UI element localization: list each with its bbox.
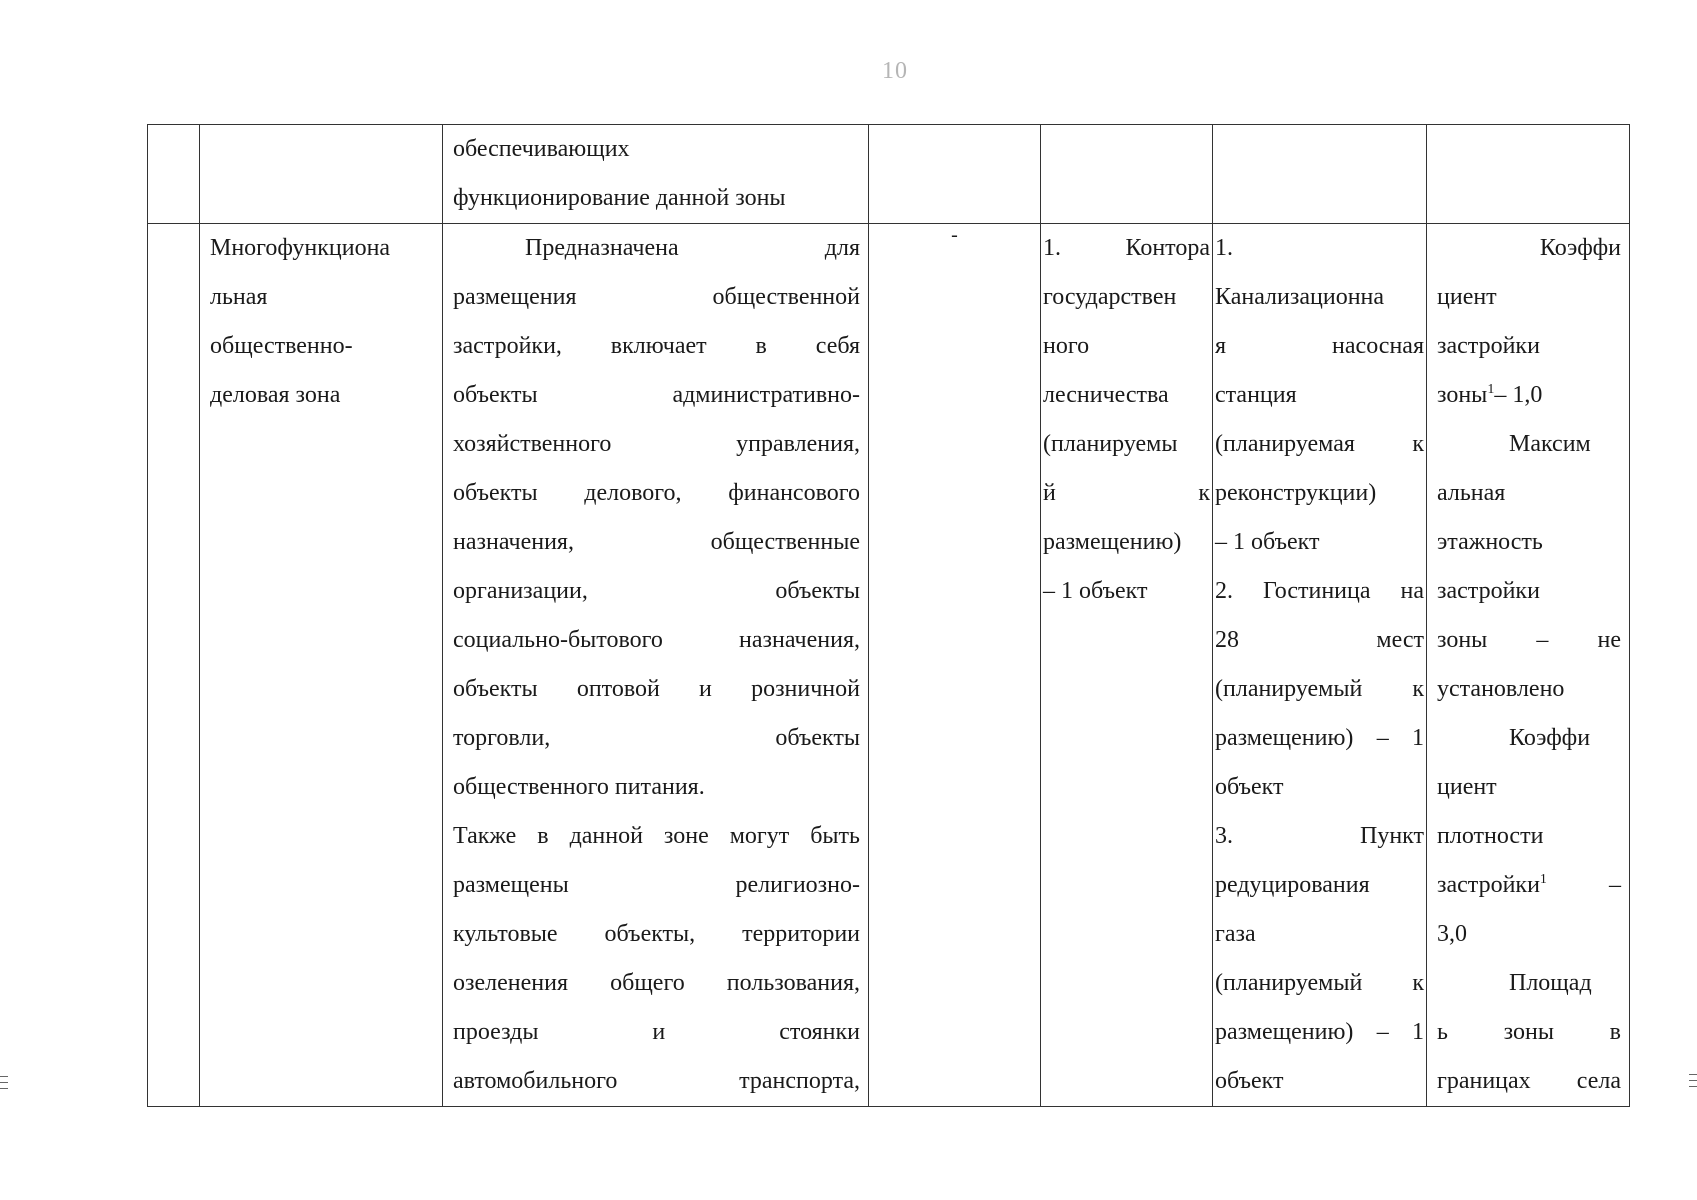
cell-col6 [1213, 224, 1427, 1107]
zone-name-line: деловая зона [210, 382, 341, 408]
col7-line: циент [1437, 774, 1497, 800]
col5-line: (планируемы [1043, 431, 1178, 457]
col7-line: ь зоны в [1437, 1019, 1621, 1045]
col7-line: плотности [1437, 823, 1544, 849]
col6-line: размещению) – 1 [1215, 1019, 1424, 1045]
col6-line: (планируемый к [1215, 676, 1424, 702]
cell-zone-name [200, 125, 443, 224]
col6-line: размещению) – 1 [1215, 725, 1424, 751]
col6-line: – 1 объект [1215, 529, 1320, 555]
footnote-mark: 1 [1539, 872, 1547, 887]
col6-line: 1. [1215, 235, 1233, 261]
col6-line: 3. Пункт [1215, 823, 1424, 849]
purpose-line: объекты делового, финансового [453, 480, 860, 506]
col6-line: объект [1215, 774, 1284, 800]
purpose-line: озеленения общего пользования, [453, 970, 860, 996]
cell-col5 [1041, 224, 1213, 1107]
purpose-line: объекты оптовой и розничной [453, 676, 860, 702]
col6-line: я насосная [1215, 333, 1424, 359]
col7-text-group [1437, 861, 1547, 910]
cell-number [148, 224, 200, 1107]
purpose-line: обеспечивающих [453, 136, 630, 162]
zone-name-line: льная [210, 284, 268, 310]
cell-col5 [1041, 125, 1213, 224]
col5-line: ного [1043, 333, 1090, 359]
purpose-line: социально-бытового назначения, [453, 627, 860, 653]
col6-line: редуцирования [1215, 872, 1370, 898]
col5-line: размещению) [1043, 529, 1182, 555]
zones-table [147, 124, 1630, 1107]
purpose-line: Также в данной зоне могут быть [453, 823, 860, 849]
cell-purpose [443, 224, 869, 1107]
purpose-line: хозяйственного управления, [453, 431, 860, 457]
col7-line: циент [1437, 284, 1497, 310]
col7-line: Площад [1509, 970, 1592, 996]
table-row-continuation [148, 125, 1630, 224]
purpose-line: автомобильного транспорта, [453, 1068, 860, 1094]
purpose-line: культовые объекты, территории [453, 921, 860, 947]
page-number: 10 [882, 58, 908, 84]
cell-col6 [1213, 125, 1427, 224]
col7-line: Коэффи [1539, 235, 1621, 261]
col5-line: государствен [1043, 284, 1177, 310]
scan-edge-mark [1689, 1074, 1697, 1075]
col7-line: альная [1437, 480, 1506, 506]
purpose-line: назначения, общественные [453, 529, 860, 555]
cell-zone-name [200, 224, 443, 1107]
footnote-mark: 1 [1487, 382, 1495, 397]
col7-text: – [1609, 872, 1621, 898]
col5-line: й к [1043, 480, 1210, 506]
col7-line: Максим [1509, 431, 1591, 457]
purpose-line: застройки, включает в себя [453, 333, 860, 359]
purpose-line: объекты административно- [453, 382, 860, 408]
cell-number [148, 125, 200, 224]
purpose-line: размещения общественной [453, 284, 860, 310]
col7-line [1437, 371, 1621, 420]
col7-line: 3,0 [1437, 921, 1467, 947]
col6-line: (планируемый к [1215, 970, 1424, 996]
col7-line: застройки [1437, 578, 1540, 604]
table-row-main [148, 224, 1630, 1107]
col6-line: (планируемая к [1215, 431, 1424, 457]
col7-line: Коэффи [1509, 725, 1591, 751]
col7-text: застройки [1437, 872, 1540, 898]
col6-line: 2. Гостиница на [1215, 578, 1424, 604]
purpose-line: Предназначена для [525, 235, 860, 261]
scan-edge-mark [0, 1076, 8, 1077]
purpose-line: функционирование данной зоны [453, 185, 786, 211]
col7-text: зоны [1437, 382, 1488, 408]
col6-line: 28 мест [1215, 627, 1424, 653]
purpose-line: торговли, объекты [453, 725, 860, 751]
col5-line: – 1 объект [1043, 578, 1148, 604]
col6-line: реконструкции) [1215, 480, 1377, 506]
col5-line: 1. Контора [1043, 235, 1210, 261]
col7-line: застройки [1437, 333, 1540, 359]
purpose-line: проезды и стоянки [453, 1019, 860, 1045]
col5-line: лесничества [1043, 382, 1169, 408]
col7-line: установлено [1437, 676, 1565, 702]
col6-line: Канализационна [1215, 284, 1385, 310]
col7-line: границах села [1437, 1068, 1621, 1094]
cell-col4 [869, 224, 1041, 1107]
purpose-line: размещены религиозно- [453, 872, 860, 898]
purpose-line: организации, объекты [453, 578, 860, 604]
cell-col7 [1427, 125, 1630, 224]
cell-col4 [869, 125, 1041, 224]
cell-purpose [443, 125, 869, 224]
zone-name-line: общественно- [210, 333, 353, 359]
col7-line [1437, 861, 1621, 910]
zone-name-line: Многофункциона [210, 235, 391, 261]
cell-col7 [1427, 224, 1630, 1107]
col7-line: зоны – не [1437, 627, 1621, 653]
scan-edge-mark [1689, 1080, 1697, 1081]
scan-edge-mark [0, 1082, 8, 1083]
col6-line: газа [1215, 921, 1256, 947]
empty-dash: - [951, 224, 958, 246]
col6-line: станция [1215, 382, 1297, 408]
scan-edge-mark [0, 1088, 8, 1089]
scan-edge-mark [1689, 1086, 1697, 1087]
purpose-line: общественного питания. [453, 774, 705, 800]
col7-text: – 1,0 [1494, 382, 1543, 408]
col7-line: этажность [1437, 529, 1543, 555]
col6-line: объект [1215, 1068, 1284, 1094]
